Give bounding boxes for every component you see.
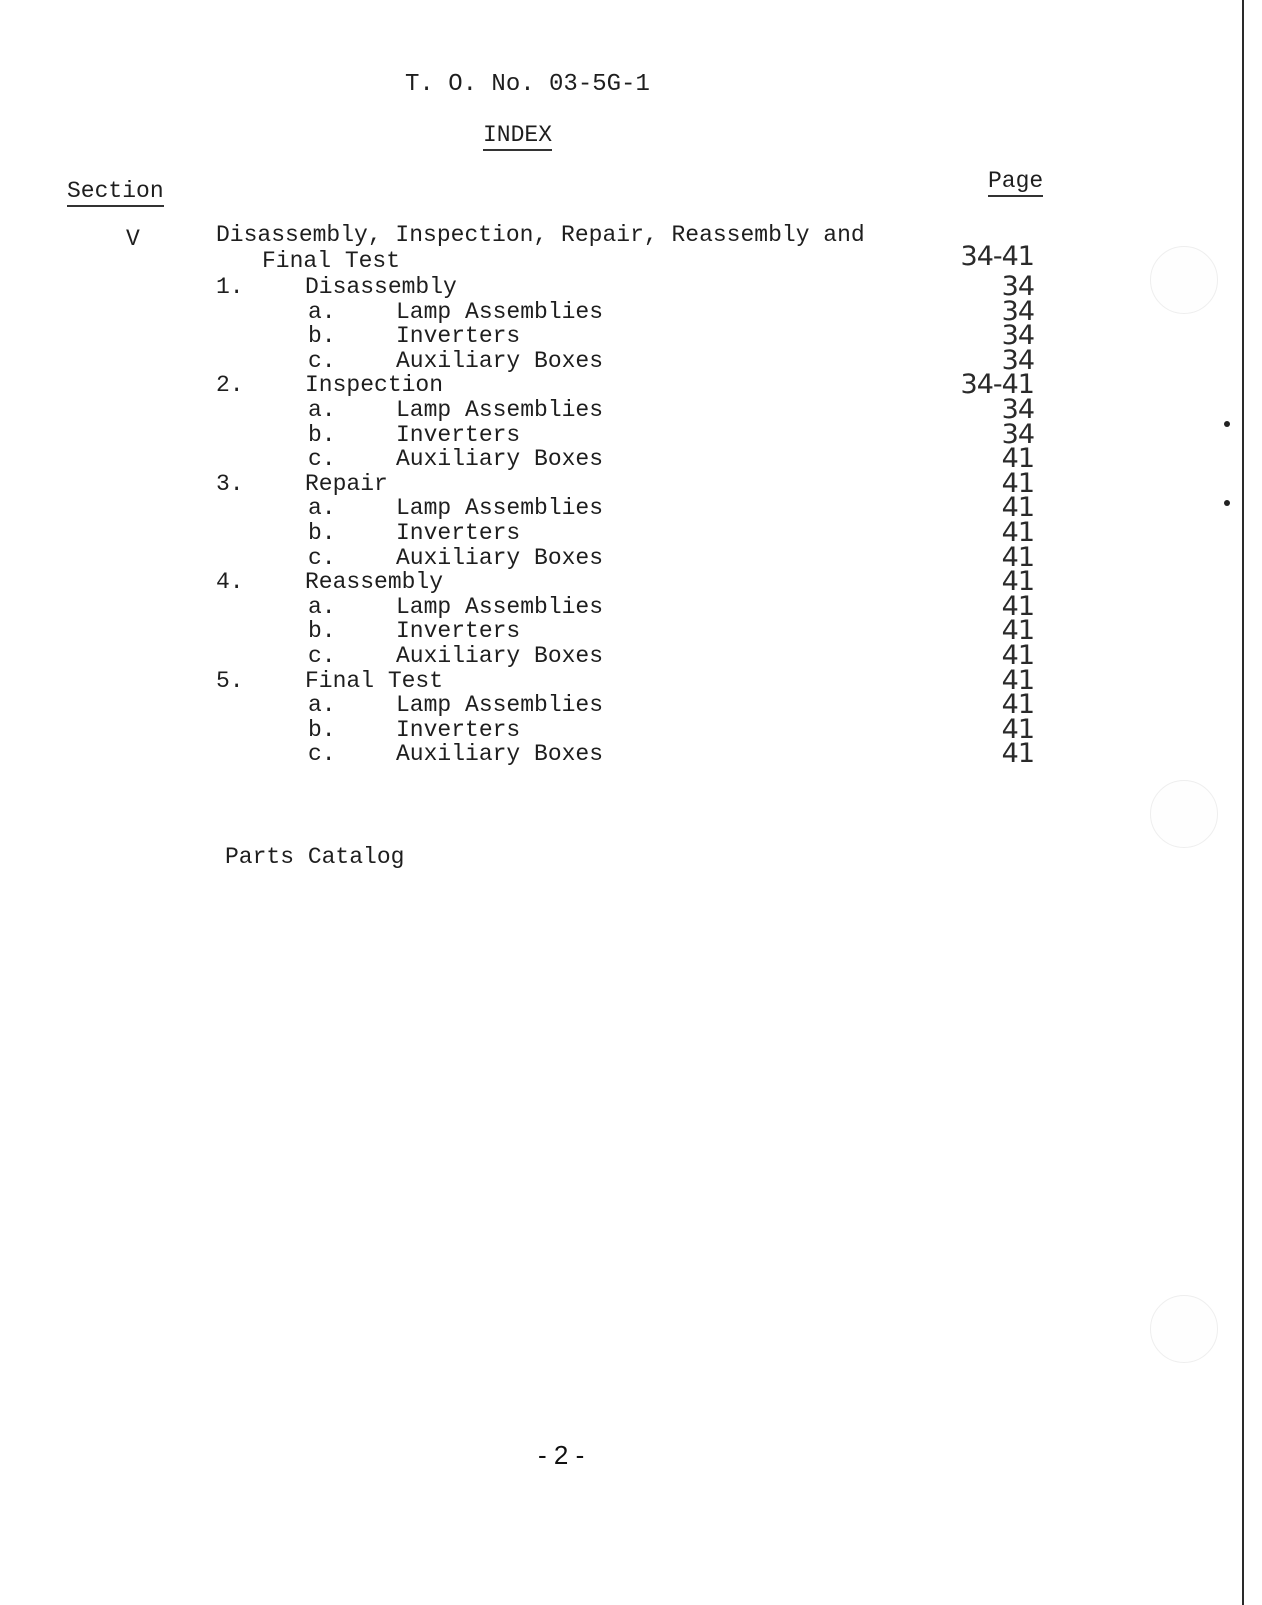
subitem-page: 41 (1001, 640, 1034, 671)
subitem-page: 34 (1001, 295, 1034, 327)
item-label: Final Test (305, 667, 444, 694)
item-page: 34 (1001, 271, 1034, 302)
item-label: Reassembly (305, 569, 444, 596)
subitem-letter: b. (308, 421, 336, 448)
subitem-label: Inverters (396, 716, 521, 743)
edge-mark (1224, 500, 1230, 506)
page-title: INDEX (483, 122, 552, 151)
subitem-letter: b. (308, 323, 336, 350)
subitem-letter: a. (308, 495, 336, 522)
subitem-letter: c. (308, 741, 336, 768)
item-number: 3. (216, 470, 244, 497)
subitem-label: Auxiliary Boxes (396, 347, 604, 374)
subitem-label: Auxiliary Boxes (396, 741, 604, 768)
subitem-page: 41 (1001, 443, 1034, 475)
page-number: - 2 - (538, 1440, 585, 1470)
subitem-label: Auxiliary Boxes (396, 446, 604, 473)
parts-catalog-entry: Parts Catalog (225, 844, 405, 870)
subitem-letter: c. (308, 643, 336, 669)
subitem-letter: a. (308, 397, 336, 423)
subitem-label: Inverters (396, 520, 521, 546)
item-page: 41 (1001, 664, 1034, 696)
subitem-letter: a. (308, 298, 336, 325)
subitem-label: Inverters (396, 421, 521, 448)
subitem-label: Lamp Assemblies (396, 298, 604, 325)
item-number: 5. (216, 667, 244, 694)
subitem-label: Auxiliary Boxes (396, 643, 604, 669)
section-column-header: Section (67, 178, 164, 207)
page-column-header: Page (988, 168, 1043, 197)
binder-hole-middle (1150, 780, 1218, 848)
subitem-page: 34 (1001, 320, 1034, 352)
subitem-page: 34 (1001, 394, 1034, 425)
subitem-label: Lamp Assemblies (396, 692, 604, 719)
subitem-letter: a. (308, 692, 336, 719)
item-number: 2. (216, 372, 244, 399)
section-numeral: V (126, 226, 140, 252)
subitem-page: 41 (1001, 738, 1034, 770)
subitem-letter: b. (308, 520, 336, 546)
subitem-label: Lamp Assemblies (396, 397, 604, 423)
subitem-label: Lamp Assemblies (396, 593, 604, 620)
subitem-page: 34 (1001, 418, 1034, 450)
subitem-letter: b. (308, 716, 336, 743)
section-title-pages: 34-41 (960, 241, 1034, 272)
item-page: 34-41 (960, 369, 1034, 401)
subitem-page: 41 (1001, 541, 1034, 573)
binder-hole-bottom (1150, 1295, 1218, 1363)
item-label: Disassembly (305, 274, 457, 300)
item-label: Inspection (305, 372, 444, 399)
subitem-page: 41 (1001, 590, 1034, 622)
item-number: 4. (216, 569, 244, 596)
subitem-page: 34 (1001, 344, 1034, 376)
subitem-page: 41 (1001, 689, 1034, 721)
document-number: T. O. No. 03-5G-1 (405, 71, 650, 98)
item-page: 41 (1001, 566, 1034, 598)
item-label: Repair (305, 470, 388, 497)
subitem-label: Lamp Assemblies (396, 495, 604, 522)
subitem-label: Inverters (396, 323, 521, 350)
subitem-page: 41 (1001, 615, 1034, 647)
item-page: 41 (1001, 467, 1034, 499)
subitem-letter: c. (308, 347, 336, 374)
subitem-label: Auxiliary Boxes (396, 544, 604, 571)
subitem-letter: b. (308, 618, 336, 645)
item-number: 1. (216, 274, 244, 300)
edge-mark (1224, 421, 1230, 427)
subitem-letter: c. (308, 544, 336, 571)
subitem-page: 41 (1001, 492, 1034, 524)
section-title-line2: Final Test (262, 248, 401, 274)
subitem-page: 41 (1001, 713, 1034, 745)
section-title-line1: Disassembly, Inspection, Repair, Reassembly and (216, 222, 865, 248)
subitem-page: 41 (1001, 517, 1034, 548)
subitem-letter: a. (308, 593, 336, 620)
binder-hole-top (1150, 246, 1218, 314)
subitem-label: Inverters (396, 618, 521, 645)
subitem-letter: c. (308, 446, 336, 473)
page-edge (1242, 0, 1262, 1605)
